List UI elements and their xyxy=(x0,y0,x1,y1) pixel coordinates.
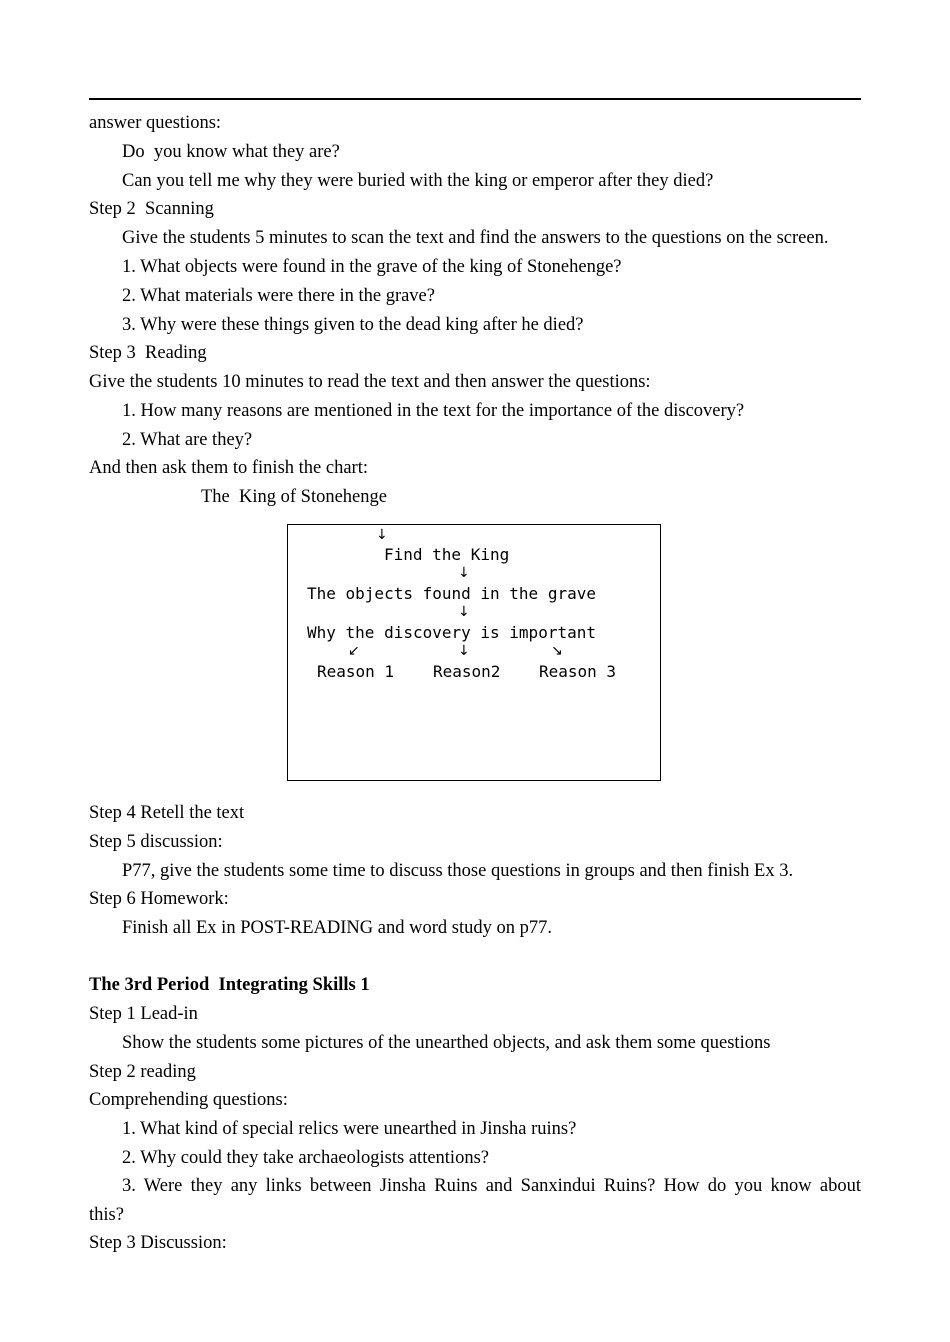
text-line: Step 6 Homework: xyxy=(89,889,229,909)
text-line: Step 4 Retell the text xyxy=(89,803,245,823)
chart-box xyxy=(287,524,661,781)
text-line: Step 2 reading xyxy=(89,1062,196,1082)
arrow-down-icon: ↓ xyxy=(458,643,470,659)
arrow-down-icon: ↓ xyxy=(458,565,470,581)
text-line: Can you tell me why they were buried with the king or emperor after they died? xyxy=(122,171,714,191)
text-line: 1. What objects were found in the grave of the king of Stonehenge? xyxy=(122,257,622,277)
text-line: Comprehending questions: xyxy=(89,1090,288,1110)
text-line: Give the students 10 minutes to read the text and then answer the questions: xyxy=(89,372,651,392)
text-line: Step 3 Reading xyxy=(89,343,207,363)
text-line: And then ask them to finish the chart: xyxy=(89,458,368,478)
chart-node-find-king: Find the King xyxy=(384,545,510,564)
text-line: Step 2 Scanning xyxy=(89,199,214,219)
arrow-down-icon: ↓ xyxy=(376,527,388,543)
text-line: P77, give the students some time to discuss those questions in groups and then finish Ex 3. xyxy=(122,861,794,881)
text-line: 2. What are they? xyxy=(122,430,253,450)
chart-node-reason-2: Reason2 xyxy=(433,662,501,681)
question-3-line-1: 3. Were they any links between Jinsha Ruins and Sanxindui Ruins? How do you know about xyxy=(122,1176,861,1196)
step-3-discussion: Step 3 Discussion: xyxy=(89,1233,227,1253)
arrow-down-icon: ↓ xyxy=(458,604,470,620)
arrow-down-left-icon: ↙ xyxy=(348,643,360,659)
arrow-down-right-icon: ↘ xyxy=(551,643,563,659)
text-line: Give the students 5 minutes to scan the text and find the answers to the questions on the screen. xyxy=(122,228,829,248)
text-line: Step 5 discussion: xyxy=(89,832,223,852)
text-line: 1. What kind of special relics were unearthed in Jinsha ruins? xyxy=(122,1119,577,1139)
question-3-line-2: this? xyxy=(89,1205,124,1225)
header-rule xyxy=(89,98,861,100)
text-line: Do you know what they are? xyxy=(122,142,340,162)
section-heading: The 3rd Period Integrating Skills 1 xyxy=(89,975,370,995)
text-line: 2. Why could they take archaeologists attentions? xyxy=(122,1148,489,1168)
text-line: Step 1 Lead-in xyxy=(89,1004,198,1024)
chart-node-reason-1: Reason 1 xyxy=(317,662,395,681)
chart-node-why-important: Why the discovery is important xyxy=(307,623,596,642)
text-line: 2. What materials were there in the grave? xyxy=(122,286,435,306)
text-line: 1. How many reasons are mentioned in the text for the importance of the discovery? xyxy=(122,401,745,421)
text-line: 3. Why were these things given to the dead king after he died? xyxy=(122,315,584,335)
text-line: Finish all Ex in POST-READING and word study on p77. xyxy=(122,918,552,938)
chart-node-reason-3: Reason 3 xyxy=(539,662,617,681)
chart-title: The King of Stonehenge xyxy=(201,487,387,507)
text-line: answer questions: xyxy=(89,113,222,133)
chart-node-objects-found: The objects found in the grave xyxy=(307,584,596,603)
text-line: Show the students some pictures of the unearthed objects, and ask them some questions xyxy=(122,1033,771,1053)
